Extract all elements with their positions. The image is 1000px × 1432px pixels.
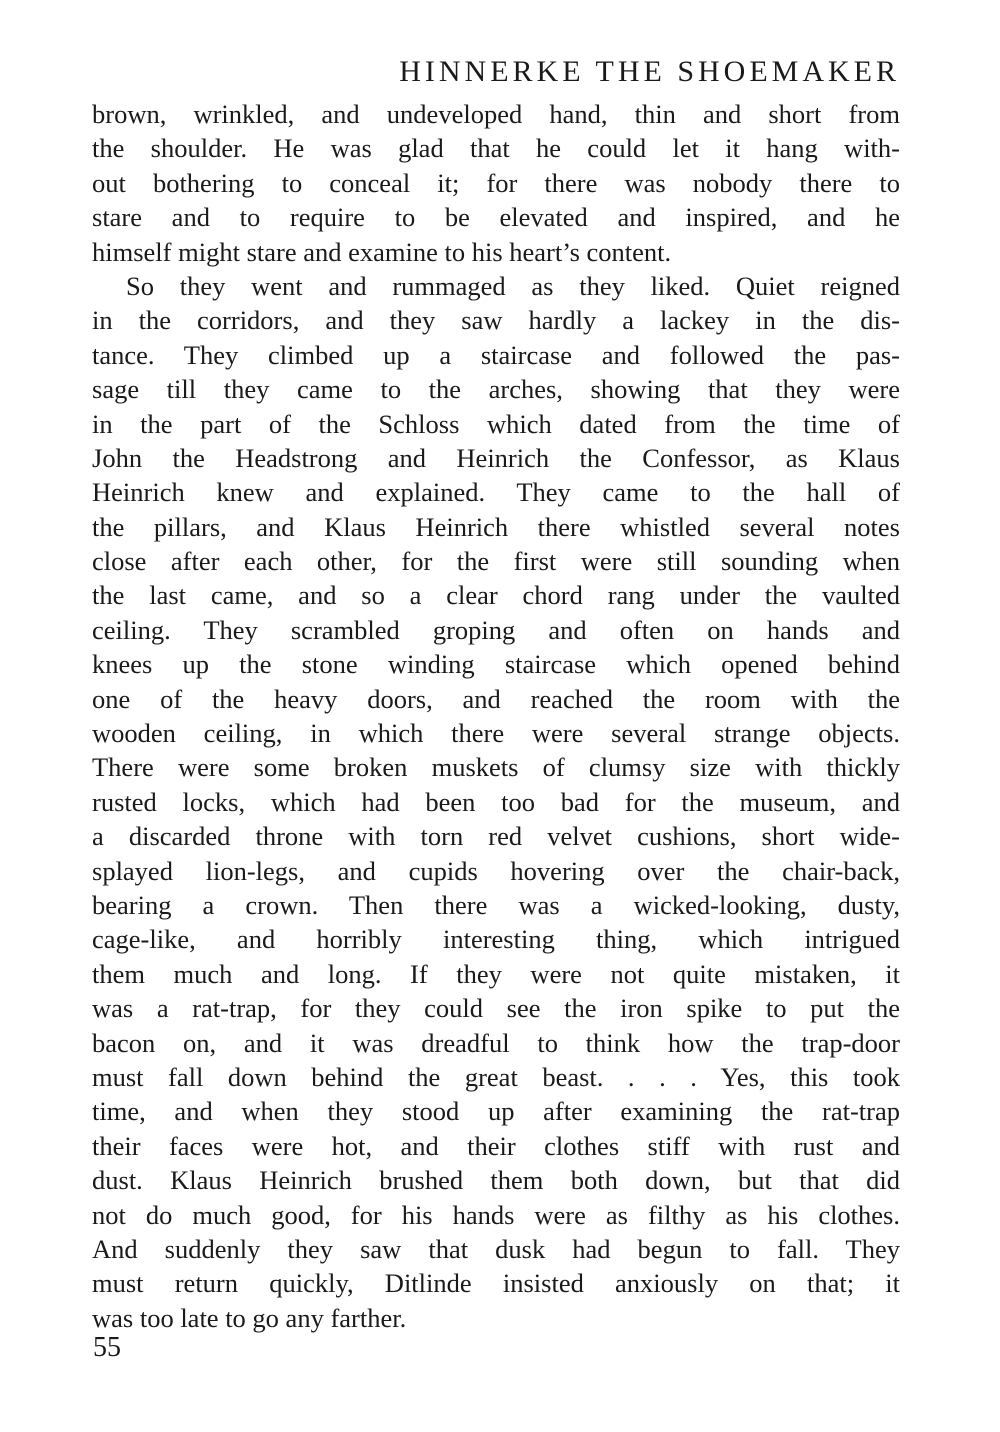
text-line: must return quickly, Ditlinde insisted anxiously on that; it bbox=[92, 1268, 900, 1299]
text-line: out bothering to conceal it; for there was nobody there to bbox=[92, 167, 900, 198]
text-line: brown, wrinkled, and undeveloped hand, thin and short from bbox=[92, 99, 900, 129]
text-line: their faces were hot, and their clothes stiff with rust and bbox=[92, 1130, 900, 1161]
text-line: ceiling. They scrambled groping and often on hands and bbox=[92, 614, 900, 645]
page-number: 55 bbox=[93, 1332, 121, 1363]
text-line: close after each other, for the first were still sounding when bbox=[92, 546, 900, 577]
text-line: wooden ceiling, in which there were several strange objects. bbox=[92, 718, 900, 749]
text-line: bacon on, and it was dreadful to think how the trap-door bbox=[92, 1027, 900, 1058]
text-line: sage till they came to the arches, showing that they were bbox=[92, 374, 900, 405]
text-line: John the Headstrong and Heinrich the Confessor, as Klaus bbox=[92, 442, 900, 473]
text-line: dust. Klaus Heinrich brushed them both down, but that did bbox=[92, 1165, 900, 1196]
text-line: rusted locks, which had been too bad for the museum, and bbox=[92, 786, 900, 817]
text-line: the shoulder. He was glad that he could let it hang with- bbox=[92, 133, 900, 164]
text-line: was too late to go any farther. bbox=[92, 1302, 407, 1333]
text-line: the pillars, and Klaus Heinrich there whistled several notes bbox=[92, 511, 900, 542]
text-line: time, and when they stood up after examining the rat-trap bbox=[92, 1096, 900, 1127]
text-line: And suddenly they saw that dusk had begun to fall. They bbox=[92, 1233, 900, 1264]
text-line: the last came, and so a clear chord rang under the vaulted bbox=[92, 580, 900, 611]
text-line: knees up the stone winding staircase which opened behind bbox=[92, 649, 900, 680]
text-line: them much and long. If they were not quite mistaken, it bbox=[92, 958, 900, 989]
text-line: Heinrich knew and explained. They came to the hall of bbox=[92, 477, 900, 508]
text-line: one of the heavy doors, and reached the room with the bbox=[92, 683, 900, 714]
text-line: must fall down behind the great beast. . . . Yes, this took bbox=[92, 1061, 900, 1092]
paragraph-2 bbox=[92, 269, 900, 1335]
body-text bbox=[92, 97, 900, 1335]
text-line: in the corridors, and they saw hardly a lackey in the dis- bbox=[92, 305, 900, 336]
text-line: bearing a crown. Then there was a wicked-looking, dusty, bbox=[92, 889, 900, 920]
text-line: cage-like, and horribly interesting thing, which intrigued bbox=[92, 924, 900, 955]
text-line: not do much good, for his hands were as filthy as his clothes. bbox=[92, 1199, 900, 1230]
text-line: a discarded throne with torn red velvet cushions, short wide- bbox=[92, 821, 900, 852]
text-line: himself might stare and examine to his heart’s content. bbox=[92, 236, 672, 267]
text-line: stare and to require to be elevated and inspired, and he bbox=[92, 202, 900, 233]
text-line: So they went and rummaged as they liked. Quiet reigned bbox=[126, 270, 900, 301]
running-head: HINNERKE THE SHOEMAKER bbox=[399, 55, 900, 88]
text-line: in the part of the Schloss which dated from the time of bbox=[92, 408, 900, 439]
text-line: splayed lion-legs, and cupids hovering over the chair-back, bbox=[92, 855, 900, 886]
text-line: There were some broken muskets of clumsy size with thickly bbox=[92, 752, 900, 783]
text-line: was a rat-trap, for they could see the iron spike to put the bbox=[92, 993, 900, 1024]
paragraph-1 bbox=[92, 97, 900, 269]
text-line: tance. They climbed up a staircase and followed the pas- bbox=[92, 339, 900, 370]
